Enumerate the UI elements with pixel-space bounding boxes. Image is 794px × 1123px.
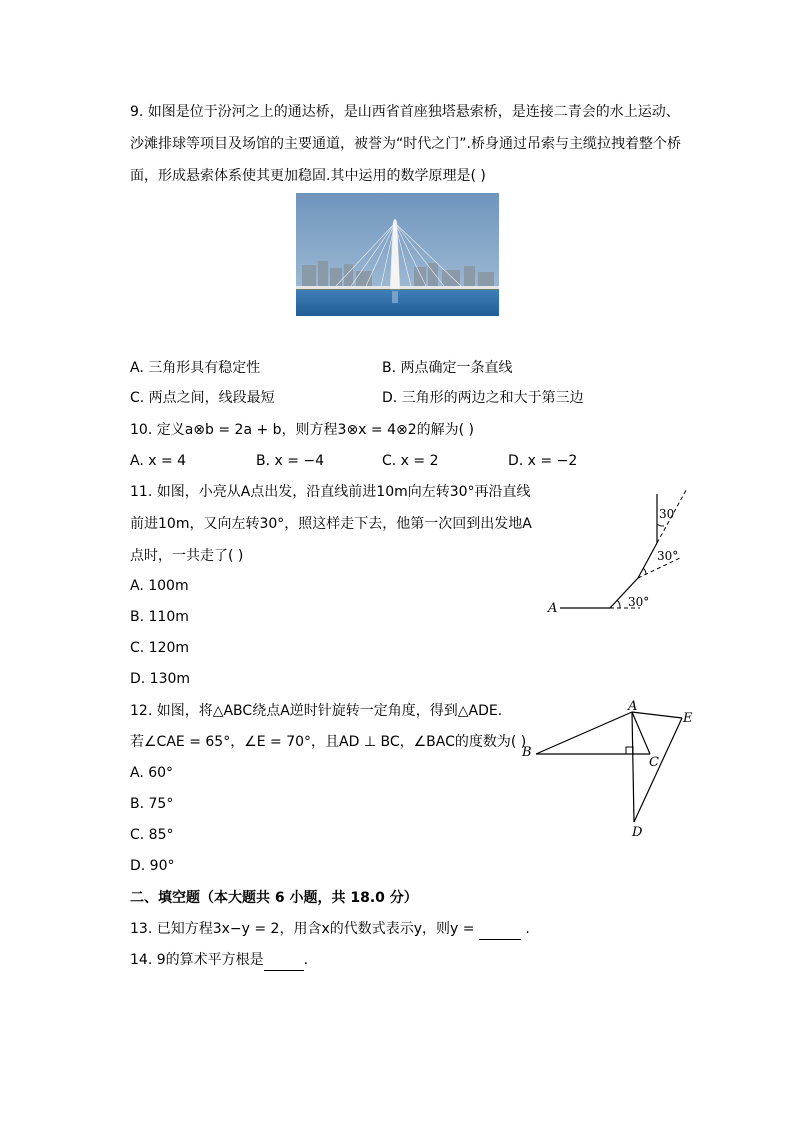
q9-option-c: C. 两点之间，线段最短	[130, 390, 275, 406]
q14-text: 14. 9的算术平方根是	[130, 952, 264, 968]
q13-stem	[130, 919, 530, 940]
q10-stem: 10. 定义a⊗b = 2a + b，则方程3⊗x = 4⊗2的解为( )	[130, 422, 475, 438]
q10-option-a: A. x = 4	[130, 453, 187, 469]
q12-label-a: A	[628, 699, 638, 714]
q11-stem-line1: 11. 如图，小亮从A点出发，沿直线前进10m向左转30°再沿直线	[130, 484, 531, 500]
q11-stem-line3: 点时，一共走了( )	[130, 548, 244, 564]
q14-tail: .	[303, 952, 309, 968]
q12-label-b: B	[522, 745, 532, 760]
q11-option-a: A. 100m	[130, 578, 189, 594]
q12-label-e: E	[683, 711, 693, 726]
q10-option-d: D. x = −2	[508, 453, 578, 469]
q9-option-a: A. 三角形具有稳定性	[130, 360, 261, 376]
q12-label-c: C	[649, 755, 659, 770]
q14-answer-blank[interactable]	[264, 950, 304, 971]
q10-option-c: C. x = 2	[382, 453, 439, 469]
q11-option-b: B. 110m	[130, 609, 189, 625]
q10-option-b: B. x = −4	[256, 453, 325, 469]
q11-option-d: D. 130m	[130, 671, 191, 687]
q12-option-d: D. 90°	[130, 858, 175, 874]
q12-option-b: B. 75°	[130, 796, 174, 812]
q12-stem-line2: 若∠CAE = 65°，∠E = 70°，且AD ⊥ BC，∠BAC的度数为( )	[130, 734, 527, 750]
q11-label-a: A	[548, 601, 558, 616]
q9-option-d: D. 三角形的两边之和大于第三边	[382, 390, 584, 406]
q11-walking-figure	[540, 488, 700, 618]
q12-label-d: D	[632, 825, 643, 840]
q12-rotation-figure	[518, 698, 698, 843]
q9-stem-line2: 沙滩排球等项目及场馆的主要通道，被誉为“时代之门”.桥身通过吊索与主缆拉拽着整个桥	[130, 136, 681, 152]
q9-option-b: B. 两点确定一条直线	[382, 360, 513, 376]
q12-stem-line1: 12. 如图，将△ABC绕点A逆时针旋转一定角度，得到△ADE.	[130, 703, 503, 719]
q12-option-a: A. 60°	[130, 765, 174, 781]
bridge-photo	[296, 193, 499, 316]
q13-text: 13. 已知方程3x−y = 2，用含x的代数式表示y，则y =	[130, 921, 479, 937]
q11-label-angle-2: 30°	[657, 549, 679, 563]
q13-answer-blank[interactable]	[479, 919, 521, 940]
q12-option-c: C. 85°	[130, 827, 174, 843]
q11-option-c: C. 120m	[130, 640, 190, 656]
section-fill-in-title: 二、填空题（本大题共 6 小题，共 18.0 分）	[130, 890, 418, 906]
q14-stem	[130, 950, 308, 971]
q13-tail: .	[520, 921, 530, 937]
q11-label-angle-3: 30	[659, 507, 675, 521]
q11-label-angle-1: 30°	[628, 595, 650, 609]
q9-stem-line3: 面，形成悬索体系使其更加稳固.其中运用的数学原理是( )	[130, 168, 486, 184]
q9-stem-line1: 9. 如图是位于汾河之上的通达桥，是山西省首座独塔悬索桥，是连接二青会的水上运动、	[130, 104, 680, 120]
q11-stem-line2: 前进10m，又向左转30°，照这样走下去，他第一次回到出发地A	[130, 516, 532, 532]
